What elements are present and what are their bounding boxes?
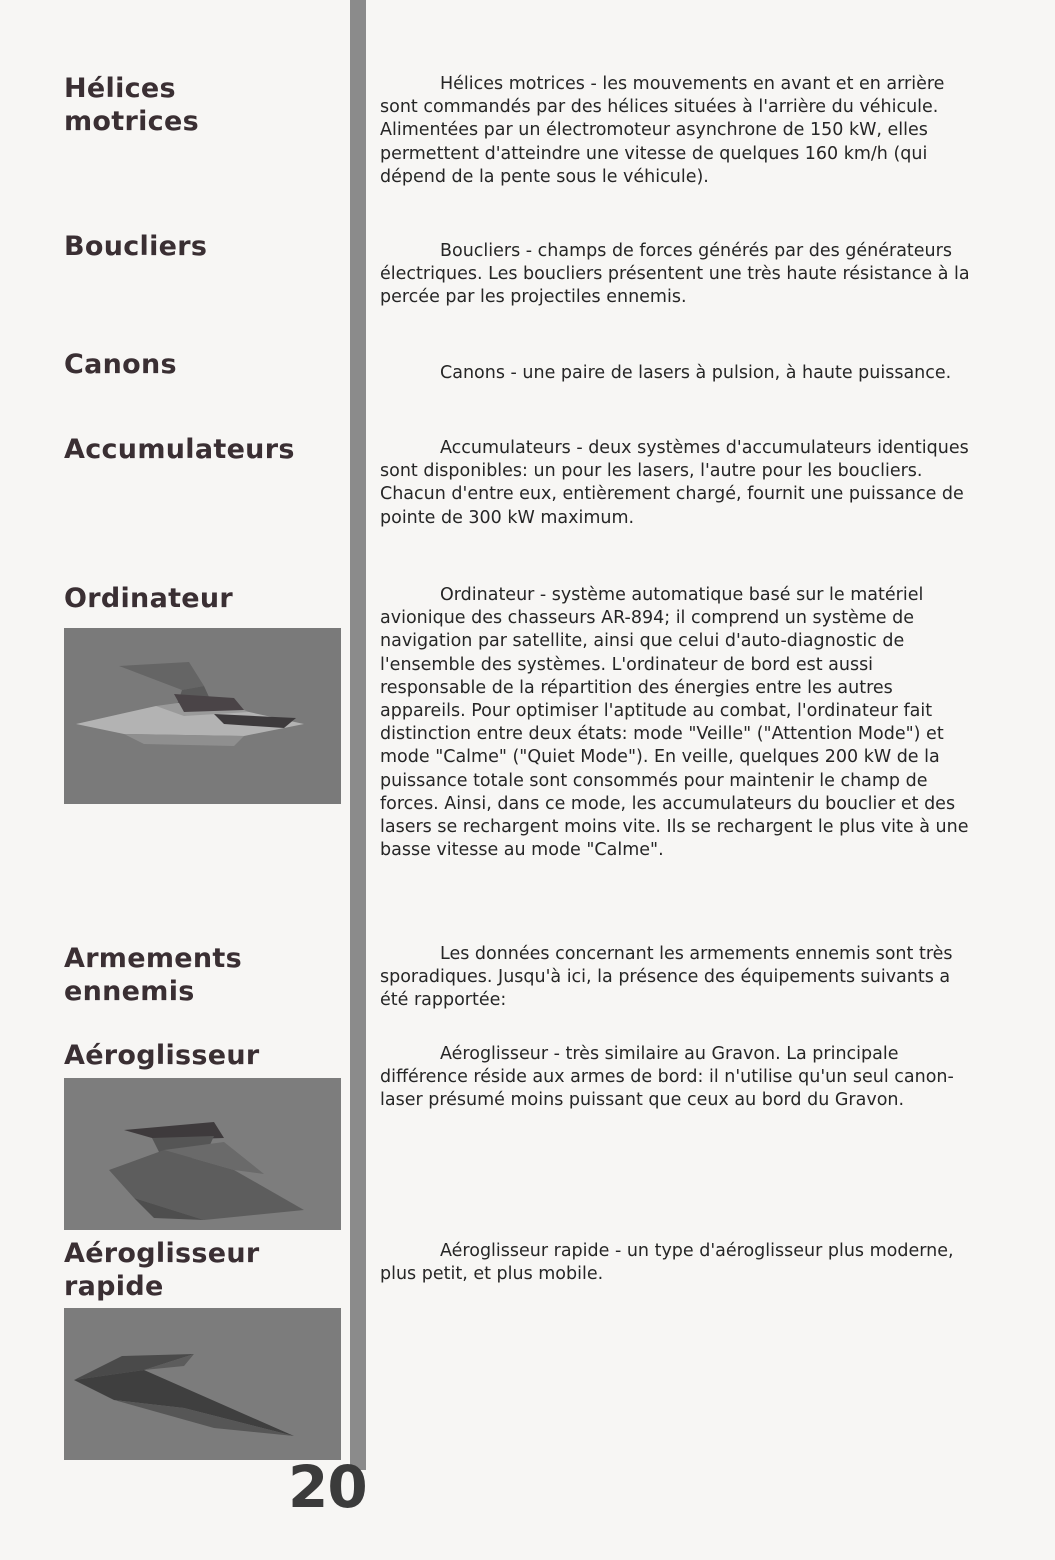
- page-number: 20: [288, 1453, 367, 1521]
- heading-accumulateurs: Accumulateurs: [64, 434, 295, 465]
- text-helices-motrices: Hélices motrices - les mouvements en avant et en arrière sont commandés par des hélices situées à l'arrière du véhicule. Alimentées par un électromoteur asynchrone de 150 kW, elles permettent d'atteindre une vitesse de quelques 160 km/h (qui dépend de la pente sous le véhicule).: [380, 74, 945, 187]
- heading-helices-line1: Hélices: [64, 73, 176, 104]
- text-accumulateurs: Accumulateurs - deux systèmes d'accumulateurs identiques sont disponibles: un pour les lasers, l'autre pour les boucliers. Chacun d'entre eux, entièrement chargé, fournit une puissance de pointe de 300 kW maximum.: [380, 438, 969, 528]
- heading-helices-line2: motrices: [64, 106, 199, 137]
- heading-boucliers: Boucliers: [64, 231, 208, 262]
- text-boucliers: Boucliers - champs de forces générés par des générateurs électriques. Les boucliers présentent une très haute résistance à la percée par les projectiles ennemis.: [380, 241, 970, 308]
- hovercraft-image-aeroglisseur-rapide: [64, 1308, 341, 1460]
- hovercraft-image-gravon: [64, 628, 341, 804]
- text-canons: Canons - une paire de lasers à pulsion, à haute puissance.: [440, 363, 952, 383]
- text-aeroglisseur: Aéroglisseur - très similaire au Gravon. La principale différence réside aux armes de bord: il n'utilise qu'un seul canon-laser présumé moins puissant que ceux au bord du Gravon.: [380, 1044, 954, 1111]
- text-aeroglisseur-rapide: Aéroglisseur rapide - un type d'aéroglisseur plus moderne, plus petit, et plus mobile.: [380, 1241, 954, 1285]
- heading-aeroglisseur-rapide: [64, 1237, 260, 1303]
- text-ordinateur: Ordinateur - système automatique basé sur le matériel avionique des chasseurs AR-894; il comprend un système de navigation par satellite, ainsi que celui d'auto-diagnostic de l'ensemble des systèmes. L'ordinateur de bord est aussi responsable de la répartition des énergies entre les autres appareils. Pour optimiser l'aptitude au combat, l'ordinateur fait distinction entre deux états: mode "Veille" ("Attention Mode") et mode "Calme" ("Quiet Mode"). En veille, quelques 200 kW de la puissance totale sont consommés pour maintenir le champ de forces. Ainsi, dans ce mode, les accumulateurs du bouclier et des lasers se rechargent moins vite. Ils se rechargent le plus vite à une basse vitesse au mode "Calme".: [380, 585, 969, 861]
- heading-aeroglisseur-rapide-line2: rapide: [64, 1271, 164, 1302]
- text-armements-ennemis: Les données concernant les armements ennemis sont très sporadiques. Jusqu'à ici, la présence des équipements suivants a été rapportée:: [380, 944, 953, 1011]
- heading-armements-ennemis: [64, 942, 242, 1008]
- column-divider: [350, 0, 366, 1470]
- heading-aeroglisseur-rapide-line1: Aéroglisseur: [64, 1238, 260, 1269]
- heading-aeroglisseur: Aéroglisseur: [64, 1040, 260, 1071]
- hovercraft-image-aeroglisseur: [64, 1078, 341, 1230]
- heading-armements-line1: Armements: [64, 943, 243, 974]
- heading-helices-motrices: [64, 72, 199, 138]
- heading-ordinateur: Ordinateur: [64, 583, 234, 614]
- heading-canons: Canons: [64, 349, 177, 380]
- heading-armements-line2: ennemis: [64, 976, 195, 1007]
